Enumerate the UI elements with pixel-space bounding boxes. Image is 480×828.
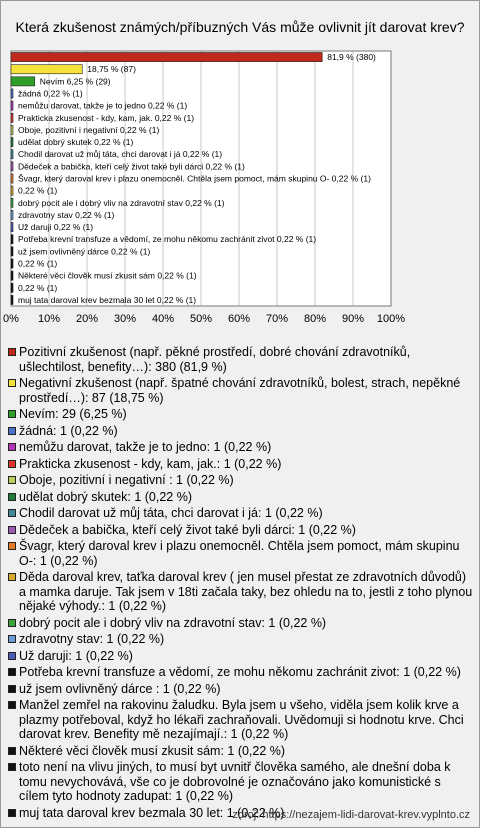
legend-item: [7, 665, 473, 680]
legend-swatch: [8, 635, 16, 643]
legend-item: [7, 457, 473, 472]
legend-item: [7, 760, 473, 804]
bar-value-label: Švagr, který daroval krev i plazu onemocněl. Chtěla jsem pomoct, mám skupinu O- 0,22 % (1): [18, 173, 371, 184]
legend-item: [7, 649, 473, 664]
bar: [11, 89, 13, 98]
legend-label: Manžel zemřel na rakovinu žaludku. Byla jsem u všeho, viděla jsem kolik krve a plazmy potřeboval, když ho lékaři zachraňovali. Uvědomuji si hodnotu krve. Chci darovat krev. Benefity mě nezajímají.: 1 (0,22 %): [19, 698, 464, 741]
bar: [11, 125, 13, 134]
bar: [11, 150, 13, 159]
bar: [11, 259, 13, 268]
bar-value-label: udělat dobrý skutek 0,22 % (1): [18, 137, 134, 148]
legend-label: Potřeba krevní transfuze a vědomí, ze mohu někomu zachránit zivot: 1 (0,22 %): [19, 665, 461, 679]
x-tick-label: 80%: [303, 313, 327, 325]
legend-swatch: [8, 542, 16, 550]
legend-swatch: [8, 493, 16, 501]
legend-label: Negativní zkušenost (např. špatné chování zdravotníků, bolest, strach, nepěkné prostředí…): 87 (18,75 %): [19, 376, 461, 405]
bar: [11, 223, 13, 232]
legend-label: Oboje, pozitivní i negativní : 1 (0,22 %): [19, 473, 234, 487]
bar-value-label: Potřeba krevní transfuze a vědomí, ze mohu někomu zachránit zivot 0,22 % (1): [18, 234, 317, 245]
legend-item: [7, 490, 473, 505]
bar-value-label: zdravotny stav 0,22 % (1): [18, 209, 115, 220]
bar-value-label: 0,22 % (1): [18, 185, 58, 196]
legend-label: Pozitivní zkušenost (např. pěkné prostředí, dobré chování zdravotníků, ušlechtilost, benefity…): 380 (81,9 %): [19, 345, 411, 374]
bar-value-label: Už daruji 0,22 % (1): [18, 222, 94, 233]
legend-swatch: [8, 747, 16, 755]
legend-swatch: [8, 427, 16, 435]
x-tick-label: 20%: [75, 313, 99, 325]
legend-label: žádná: 1 (0,22 %): [19, 423, 118, 438]
bar-value-label: Prakticka zkusenost - kdy, kam, jak. 0,22 % (1): [18, 112, 195, 123]
legend-label: Chodil darovat už můj táta, chci darovat i já: 1 (0,22 %): [19, 506, 323, 520]
legend-swatch: [8, 348, 16, 356]
x-tick-label: 70%: [265, 313, 289, 325]
bar: [11, 113, 13, 122]
legend-swatch: [8, 652, 16, 660]
legend-label: Prakticka zkusenost - kdy, kam, jak.: 1 (0,22 %): [19, 456, 282, 471]
legend-item: [7, 440, 473, 455]
legend-item: [7, 473, 473, 488]
legend-item: [7, 376, 473, 405]
bar-value-label: žádná 0,22 % (1): [18, 88, 83, 99]
legend-swatch: [8, 410, 16, 418]
legend-item: [7, 616, 473, 631]
legend-label: Některé věci člověk musí zkusit sám: 1 (0,22 %): [19, 743, 286, 758]
legend-item: [7, 632, 473, 647]
legend-label: už jsem ovlivněný dárce : 1 (0,22 %): [19, 681, 221, 696]
source-text: zdroj: https://nezajem-lidi-darovat-krev.vyplnto.cz: [232, 809, 470, 821]
legend-label: nemůžu darovat, takže je to jedno: 1 (0,22 %): [19, 440, 272, 454]
legend-item: [7, 407, 473, 422]
legend-label: Švagr, který daroval krev i plazu onemocněl. Chtěla jsem pomoct, mám skupinu O-: 1 (0,22 %): [19, 539, 460, 568]
legend-swatch: [8, 379, 16, 387]
legend-label: dobrý pocit ale i dobrý vliv na zdravotní stav: 1 (0,22 %): [19, 615, 327, 630]
bar-value-label: dobrý pocit ale i dobrý vliv na zdravotní stav 0,22 % (1): [18, 197, 225, 208]
legend-swatch: [8, 685, 16, 693]
legend-item: [7, 698, 473, 742]
legend-item: [7, 744, 473, 759]
legend-item: [7, 682, 473, 697]
legend-label: Děda daroval krev, taťka daroval krev ( jen musel přestat ze zdravotních důvodů) a mamka daruje. Tak jsem v 18ti začala taky, bez ohledu na to, jestli z toho plynou nějaké výhody.: 1 (0,22 %): [19, 570, 473, 613]
bar-value-label: nemůžu darovat, takže je to jedno 0,22 % (1): [18, 100, 188, 111]
x-tick-label: 40%: [151, 313, 175, 325]
x-tick-label: 50%: [189, 313, 213, 325]
legend-swatch: [8, 509, 16, 517]
legend-swatch: [8, 668, 16, 676]
x-tick-label: 60%: [227, 313, 251, 325]
bar-value-label: Některé věci člověk musí zkusit sám 0,22 % (1): [18, 270, 197, 281]
bar: [11, 162, 13, 171]
bar: [11, 53, 322, 62]
legend-swatch: [8, 460, 16, 468]
legend-swatch: [8, 619, 16, 627]
bar: [11, 186, 13, 195]
legend-label: Dědeček a babička, kteří celý život také byli dárci: 1 (0,22 %): [19, 522, 356, 537]
x-tick-label: 100%: [376, 313, 406, 325]
legend-swatch: [8, 573, 16, 581]
legend-item: [7, 506, 473, 521]
bar-value-label: Chodil darovat už můj táta, chci darovat i já 0,22 % (1): [18, 149, 223, 160]
bar: [11, 210, 13, 219]
bar: [11, 101, 13, 110]
bar-value-label: Nevím 6,25 % (29): [39, 76, 111, 87]
legend-swatch: [8, 763, 16, 771]
legend-item: [7, 539, 473, 568]
legend-label: Nevím: 29 (6,25 %): [19, 407, 127, 421]
bar: [11, 198, 13, 207]
legend-label: Už daruji: 1 (0,22 %): [19, 648, 133, 663]
bar-value-label: Oboje, pozitivní i negativní 0,22 % (1): [18, 124, 160, 135]
bar: [11, 283, 13, 292]
chart-title: Která zkušenost známých/příbuzných Vás může ovlivnit jít darovat krev?: [15, 19, 465, 35]
legend-label: udělat dobrý skutek: 1 (0,22 %): [19, 489, 193, 504]
bar-value-label: 0,22 % (1): [18, 282, 58, 293]
legend-label: toto není na vlivu jiných, to musí byt uvnitř člověka samého, ale dnešní doba k tomu nevychovává, vše co je dobrovolné je označováno jako komunistické s cílem tyto hodnoty zadupat: 1 (0,22 %): [19, 760, 451, 803]
bar: [11, 295, 13, 304]
bar: [11, 138, 13, 147]
x-tick-label: 90%: [341, 313, 365, 325]
bar: [11, 174, 13, 183]
bar-value-label: 81,9 % (380): [327, 52, 376, 63]
bar-value-label: muj tata daroval krev bezmala 30 let 0,22 % (1): [18, 294, 197, 305]
bar: [11, 247, 13, 256]
legend-item: [7, 523, 473, 538]
legend-swatch: [8, 701, 16, 709]
bar-value-label: už jsem ovlivněný dárce 0,22 % (1): [18, 246, 151, 257]
bar: [11, 77, 35, 86]
legend-item: [7, 424, 473, 439]
bar-value-label: 18,75 % (87): [87, 64, 136, 75]
legend: [7, 345, 473, 822]
legend-swatch: [8, 476, 16, 484]
legend-swatch: [8, 809, 16, 817]
legend-item: [7, 345, 473, 374]
bar-chart: [1, 1, 479, 341]
bar-value-label: 0,22 % (1): [18, 258, 58, 269]
x-tick-label: 10%: [37, 313, 61, 325]
bar: [11, 235, 13, 244]
legend-item: [7, 570, 473, 614]
bar: [11, 271, 13, 280]
legend-label: zdravotny stav: 1 (0,22 %): [19, 632, 165, 646]
x-tick-label: 0%: [3, 313, 19, 325]
legend-swatch: [8, 443, 16, 451]
legend-label: muj tata daroval krev bezmala 30 let: 1 (0,22 %): [19, 805, 285, 820]
bar: [11, 65, 82, 74]
legend-swatch: [8, 526, 16, 534]
bar-value-label: Dědeček a babička, kteří celý život také byli dárci 0,22 % (1): [18, 161, 245, 172]
x-tick-label: 30%: [113, 313, 137, 325]
